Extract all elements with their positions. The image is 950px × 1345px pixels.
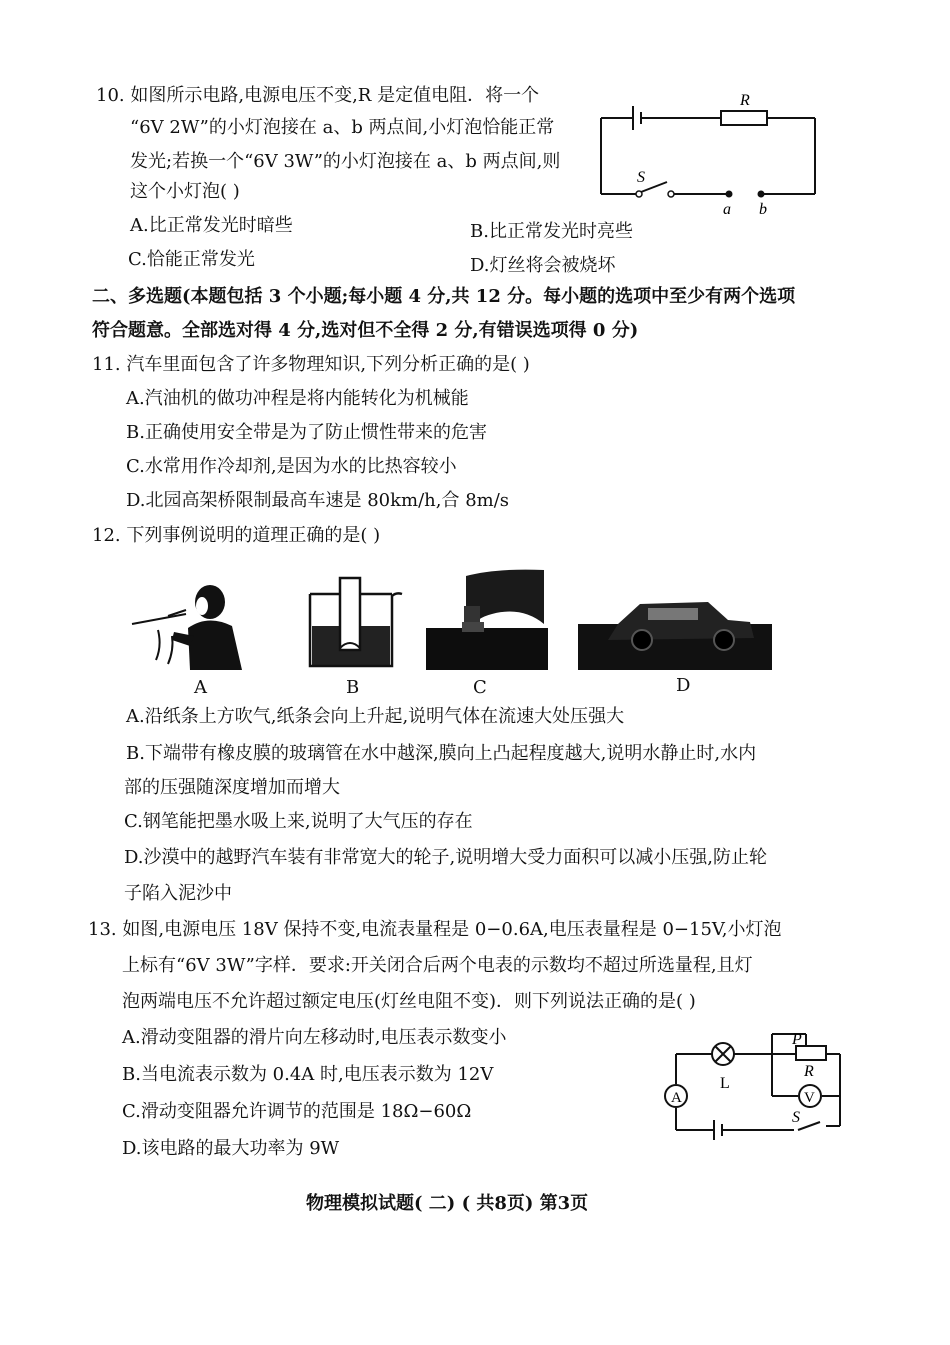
q10-line3: 发光;若换一个“6V 3W”的小灯泡接在 a、b 两点间,则 bbox=[130, 151, 561, 172]
q12-option-b-line2: 部的压强随深度增加而增大 bbox=[124, 777, 340, 798]
section2-heading-line2: 符合题意。全部选对得 4 分,选对但不全得 2 分,有错误选项得 0 分) bbox=[92, 320, 639, 341]
q12-figure-a-blowing-paper bbox=[128, 580, 244, 672]
page-footer: 物理模拟试题( 二) ( 共8页) 第3页 bbox=[306, 1193, 589, 1214]
q11-option-c: C.水常用作冷却剂,是因为水的比热容较小 bbox=[126, 456, 457, 477]
q13-line1: 13. 如图,电源电压 18V 保持不变,电流表量程是 0−0.6A,电压表量程是 0−15V,小灯泡 bbox=[88, 919, 782, 940]
q11-stem: 11. 汽车里面包含了许多物理知识,下列分析正确的是( ) bbox=[92, 354, 530, 375]
q12-stem: 12. 下列事例说明的道理正确的是( ) bbox=[92, 525, 381, 546]
q11-option-a: A.汽油机的做功冲程是将内能转化为机械能 bbox=[126, 388, 469, 409]
q12-figure-b-beaker-tube bbox=[304, 576, 404, 672]
q13-option-b: B.当电流表示数为 0.4A 时,电压表示数为 12V bbox=[122, 1064, 494, 1085]
q13-option-d: D.该电路的最大功率为 9W bbox=[122, 1138, 340, 1159]
q10-line1: 10. 如图所示电路,电源电压不变,R 是定值电阻．将一个 bbox=[96, 85, 540, 106]
q12-figure-a-label: A bbox=[194, 677, 207, 698]
q13-line2: 上标有“6V 3W”字样．要求:开关闭合后两个电表的示数均不超过所选量程,且灯 bbox=[122, 955, 753, 976]
q10-label-s: S bbox=[637, 169, 645, 186]
q10-line4: 这个小灯泡( ) bbox=[130, 181, 240, 202]
q12-figure-c-pen-ink-photo bbox=[426, 566, 548, 670]
q13-label-s: S bbox=[792, 1109, 800, 1126]
q13-option-a: A.滑动变阻器的滑片向左移动时,电压表示数变小 bbox=[122, 1027, 507, 1048]
q13-label-l: L bbox=[720, 1075, 730, 1092]
q12-option-b-line1: B.下端带有橡皮膜的玻璃管在水中越深,膜向上凸起程度越大,说明水静止时,水内 bbox=[126, 743, 757, 764]
q13-circuit-diagram bbox=[660, 1026, 850, 1138]
q10-option-d: D.灯丝将会被烧坏 bbox=[470, 255, 616, 276]
q12-figure-d-label: D bbox=[676, 675, 691, 696]
section2-heading-line1: 二、多选题(本题包括 3 个小题;每小题 4 分,共 12 分。每小题的选项中至少有两个选项 bbox=[92, 286, 796, 307]
q10-circuit-diagram bbox=[595, 90, 825, 220]
q10-line2: “6V 2W”的小灯泡接在 a、b 两点间,小灯泡恰能正常 bbox=[130, 117, 555, 138]
q12-option-c: C.钢笔能把墨水吸上来,说明了大气压的存在 bbox=[124, 811, 473, 832]
q12-figure-b-label: B bbox=[346, 677, 360, 698]
q12-option-d-line2: 子陷入泥沙中 bbox=[124, 883, 232, 904]
q10-option-c: C.恰能正常发光 bbox=[128, 249, 255, 270]
q12-figure-d-offroad-car-photo bbox=[578, 590, 772, 670]
q12-figure-c-label: C bbox=[473, 677, 487, 698]
q10-label-r: R bbox=[740, 92, 750, 109]
q11-option-b: B.正确使用安全带是为了防止惯性带来的危害 bbox=[126, 422, 487, 443]
q10-label-b: b bbox=[759, 201, 767, 218]
q10-label-a: a bbox=[723, 201, 731, 218]
q13-label-p: P bbox=[792, 1031, 802, 1048]
q11-option-d: D.北园高架桥限制最高车速是 80km/h,合 8m/s bbox=[126, 490, 510, 511]
q13-line3: 泡两端电压不允许超过额定电压(灯丝电阻不变)．则下列说法正确的是( ) bbox=[122, 991, 696, 1012]
q13-option-c: C.滑动变阻器允许调节的范围是 18Ω−60Ω bbox=[122, 1101, 472, 1122]
q13-ammeter-label: A bbox=[671, 1090, 682, 1106]
q10-option-b: B.比正常发光时亮些 bbox=[470, 221, 633, 242]
q12-option-d-line1: D.沙漠中的越野汽车装有非常宽大的轮子,说明增大受力面积可以减小压强,防止轮 bbox=[124, 847, 767, 868]
q13-label-r: R bbox=[804, 1063, 814, 1080]
q12-option-a: A.沿纸条上方吹气,纸条会向上升起,说明气体在流速大处压强大 bbox=[126, 706, 625, 727]
q10-option-a: A.比正常发光时暗些 bbox=[130, 215, 293, 236]
q13-voltmeter-label: V bbox=[804, 1090, 815, 1106]
